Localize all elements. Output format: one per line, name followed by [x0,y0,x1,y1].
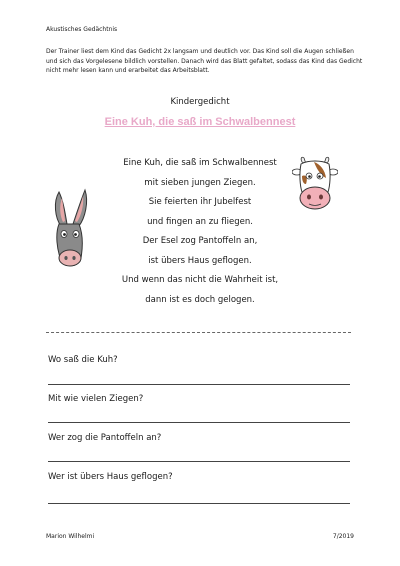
poem-title: Eine Kuh, die saß im Schwalbennest [104,116,296,128]
answer-line-1[interactable] [48,384,350,385]
poem-heading: Kindergedicht [170,97,230,107]
footer-date: 7/2019 [332,533,354,540]
poem-line: ist übers Haus geflogen. [148,255,252,266]
poem-line: Sie feierten ihr Jubelfest [148,197,252,207]
question-4: Wer ist übers Haus geflogen? [48,472,173,482]
footer-author: Marion Wilhelmi [46,533,95,540]
page-header: Akustisches Gedächtnis [46,26,118,33]
question-1: Wo saß die Kuh? [48,355,118,365]
question-2: Mit wie vielen Ziegen? [48,394,144,404]
answer-line-2[interactable] [48,422,350,423]
poem-line: Der Esel zog Pantoffeln an, [142,236,258,246]
poem-line: und fingen an zu fliegen. [147,216,253,227]
poem-line: mit sieben jungen Ziegen. [144,177,256,188]
donkey-head-icon [47,188,93,270]
poem-line: dann ist es doch gelogen. [145,294,255,305]
answer-line-4[interactable] [48,503,350,504]
answer-line-3[interactable] [48,461,350,462]
fold-line [46,332,351,333]
question-3: Wer zog die Pantoffeln an? [48,433,162,443]
cow-head-icon [292,154,338,214]
poem-line: Und wenn das nicht die Wahrheit ist, [121,275,279,285]
poem-line: Eine Kuh, die saß im Schwalbennest [123,158,277,168]
intro-text: Der Trainer liest dem Kind das Gedicht 2x langsam und deutlich vor. Das Kind soll die Augen schließen und sich das Vorgelesene bildlich vorstellen. Danach wird das Blatt gefaltet, sodass das Kind das Gedicht nicht mehr lesen kann und erarbeitet das Arbeitsblatt. [46,48,363,74]
